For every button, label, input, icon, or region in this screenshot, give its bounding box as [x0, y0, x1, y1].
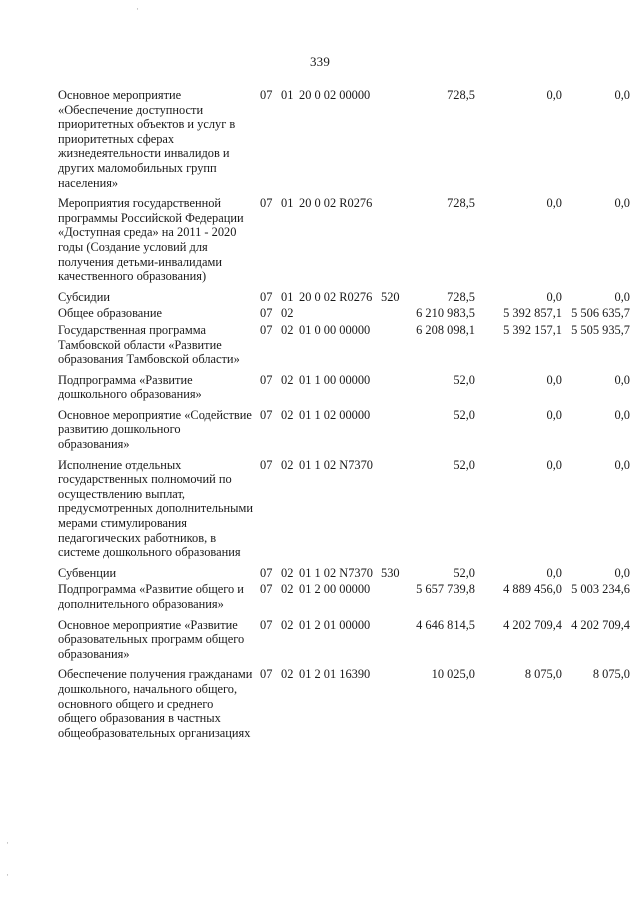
row-subsection: 02	[281, 457, 294, 472]
table-row	[58, 566, 630, 581]
row-section: 07	[260, 565, 273, 580]
table-row	[58, 196, 630, 284]
table-row	[58, 408, 630, 452]
row-subsection: 01	[281, 88, 294, 102]
row-subsection: 02	[281, 372, 294, 387]
row-section: 07	[260, 582, 273, 597]
row-article: 20 0 02 R0276	[299, 289, 373, 304]
row-subsection: 02	[281, 322, 294, 337]
row-value-year3: 5 506 635,7	[571, 306, 630, 321]
row-name: Обеспечение получения гражданами дошкольного, начального общего, основного общего и среднего общего образования в частных общеобразовательных организациях	[58, 667, 253, 740]
row-name: Мероприятия государственной программы Российской Федерации «Доступная среда» на 2011 - 2020 годы (Создание условий для получения детьми-инвалидами качественного образования)	[58, 196, 244, 284]
row-value-year2: 4 889 456,0	[503, 582, 562, 597]
table-row	[58, 323, 630, 367]
row-value-year3: 0,0	[614, 565, 630, 580]
row-subsection: 01	[281, 196, 294, 211]
row-value-year2: 0,0	[546, 372, 562, 387]
table-row	[58, 582, 630, 611]
row-subsection: 02	[281, 565, 294, 580]
row-value-year3: 4 202 709,4	[571, 617, 630, 632]
row-name: Основное мероприятие «Обеспечение доступности приоритетных объектов и услуг в приоритетных сферах жизнедеятельности инвалидов и других маломобильных групп населения»	[58, 88, 236, 190]
row-article: 01 0 00 00000	[299, 322, 371, 337]
row-subsection: 02	[281, 582, 294, 597]
row-subsection: 02	[281, 306, 294, 321]
row-article: 20 0 02 00000	[299, 88, 371, 102]
row-value-year1: 52,0	[453, 565, 475, 580]
row-section: 07	[260, 196, 273, 211]
row-section: 07	[260, 407, 273, 422]
row-value-year2: 0,0	[546, 196, 562, 211]
row-value-year3: 0,0	[614, 457, 630, 472]
row-expense-type: 520	[381, 289, 400, 304]
row-name: Основное мероприятие «Содействие развитию дошкольного образования»	[58, 407, 252, 452]
row-name: Субсидии	[58, 289, 110, 304]
row-article: 20 0 02 R0276	[299, 196, 373, 211]
row-value-year1: 4 646 814,5	[416, 617, 475, 632]
table-row	[58, 290, 630, 305]
row-value-year3: 5 505 935,7	[571, 322, 630, 337]
page-number: 339	[309, 54, 331, 69]
row-value-year3: 5 003 234,6	[571, 582, 630, 597]
row-value-year2: 0,0	[546, 88, 562, 102]
row-section: 07	[260, 667, 273, 682]
row-subsection: 02	[281, 407, 294, 422]
row-value-year1: 52,0	[453, 407, 475, 422]
row-name: Субвенции	[58, 565, 117, 580]
row-section: 07	[260, 322, 273, 337]
row-value-year2: 0,0	[546, 565, 562, 580]
row-value-year2: 5 392 857,1	[503, 306, 562, 321]
row-section: 07	[260, 88, 273, 102]
row-value-year2: 5 392 157,1	[503, 322, 562, 337]
row-article: 01 1 02 N7370	[299, 457, 373, 472]
row-value-year2: 4 202 709,4	[503, 617, 562, 632]
table-row	[58, 458, 630, 560]
row-expense-type: 530	[381, 565, 400, 580]
row-value-year1: 10 025,0	[431, 667, 475, 682]
row-value-year3: 0,0	[614, 289, 630, 304]
margin-mark-left: ·	[6, 838, 9, 848]
row-value-year3: 0,0	[614, 407, 630, 422]
row-subsection: 01	[281, 289, 294, 304]
row-value-year1: 728,5	[447, 289, 475, 304]
row-section: 07	[260, 289, 273, 304]
row-article: 01 2 00 00000	[299, 582, 371, 597]
row-article: 01 2 01 00000	[299, 617, 371, 632]
row-subsection: 02	[281, 667, 294, 682]
row-value-year3: 8 075,0	[592, 667, 630, 682]
row-value-year3: 0,0	[614, 196, 630, 211]
row-value-year3: 0,0	[614, 88, 630, 102]
budget-table	[58, 88, 630, 746]
row-subsection: 02	[281, 617, 294, 632]
table-row	[58, 373, 630, 402]
row-name: Подпрограмма «Развитие дошкольного образования»	[58, 372, 202, 402]
row-value-year1: 6 208 098,1	[416, 322, 475, 337]
row-value-year1: 728,5	[447, 196, 475, 211]
margin-mark-top: ·	[136, 4, 139, 14]
table-row	[58, 306, 630, 321]
row-article: 01 2 01 16390	[299, 667, 371, 682]
row-value-year2: 0,0	[546, 457, 562, 472]
table-row	[58, 667, 630, 740]
row-article: 01 1 02 00000	[299, 407, 371, 422]
table-row	[58, 618, 630, 662]
row-section: 07	[260, 457, 273, 472]
row-value-year1: 5 657 739,8	[416, 582, 475, 597]
row-section: 07	[260, 306, 273, 321]
row-value-year1: 52,0	[453, 457, 475, 472]
row-article: 01 1 02 N7370	[299, 565, 373, 580]
row-value-year1: 728,5	[447, 88, 475, 102]
row-section: 07	[260, 372, 273, 387]
row-name: Исполнение отдельных государственных полномочий по осуществлению выплат, предусмотренных дополнительными мерами стимулирования педагогических работников, в системе дошкольного образования	[58, 457, 253, 560]
row-value-year2: 8 075,0	[524, 667, 562, 682]
row-name: Государственная программа Тамбовской области «Развитие образования Тамбовской области»	[58, 322, 240, 367]
row-value-year1: 6 210 983,5	[416, 306, 475, 321]
row-value-year3: 0,0	[614, 372, 630, 387]
row-article: 01 1 00 00000	[299, 372, 371, 387]
row-name: Подпрограмма «Развитие общего и дополнительного образования»	[58, 582, 244, 611]
row-value-year2: 0,0	[546, 407, 562, 422]
row-value-year2: 0,0	[546, 289, 562, 304]
row-value-year1: 52,0	[453, 372, 475, 387]
margin-mark-left-lower: ·	[6, 870, 9, 880]
row-name: Основное мероприятие «Развитие образовательных программ общего образования»	[58, 617, 245, 661]
row-name: Общее образование	[58, 306, 163, 321]
row-section: 07	[260, 617, 273, 632]
table-row	[58, 88, 630, 190]
